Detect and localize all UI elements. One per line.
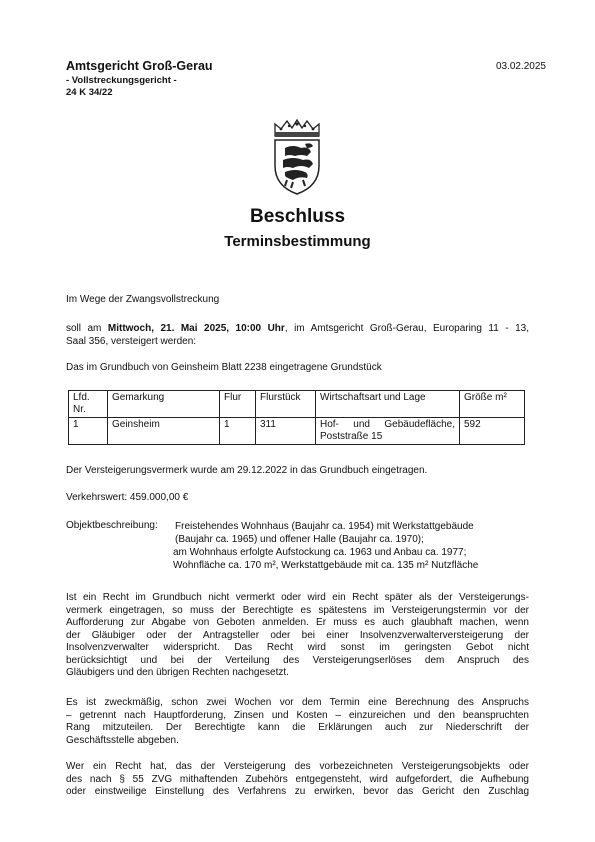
document-date: 03.02.2025 bbox=[495, 61, 546, 72]
cell-flurstueck: 311 bbox=[256, 418, 316, 445]
hessen-coat-of-arms-icon bbox=[267, 118, 327, 196]
cell-gemarkung: Geinsheim bbox=[108, 418, 220, 445]
verkehrswert-text: Verkehrswert: 459.000,00 € bbox=[66, 492, 189, 503]
objekt-line: am Wohnhaus erfolgte Aufstockung ca. 1963 und Anbau ca. 1977; bbox=[173, 547, 467, 558]
cell-groesse: 592 bbox=[460, 418, 525, 445]
table-header-row bbox=[69, 391, 525, 418]
header-groesse: Größe m² bbox=[460, 391, 525, 418]
objekt-line: (Baujahr ca. 1965) und offener Halle (Baujahr ca. 1970); bbox=[175, 534, 424, 545]
objekt-line: Wohnfläche ca. 170 m², Werkstattgebäude mit ca. 135 m² Nutzfläche bbox=[173, 560, 479, 571]
auction-room: Saal 356, versteigert werden: bbox=[66, 335, 197, 347]
auction-prefix: soll am bbox=[66, 323, 108, 334]
cell-lfd: 1 bbox=[69, 418, 108, 445]
court-department: - Vollstreckungsgericht - bbox=[66, 75, 177, 86]
header-lfd: Lfd. Nr. bbox=[69, 391, 108, 418]
auction-date-paragraph bbox=[66, 323, 529, 348]
paragraph-claim-calculation: Es ist zweckmäßig, schon zwei Wochen vor dem Termin eine Berechnung des Anspruchs – getrennt nach Hauptforderung, Zinsen und Kosten – einzureichen und den beanspruchten Rang mitzuteilen. Der Berechtigte kann die Erklärungen auch zur Niederschrift der Geschäftsstelle abgeben. bbox=[66, 697, 529, 746]
cell-flur: 1 bbox=[220, 418, 256, 445]
court-name: Amtsgericht Groß-Gerau bbox=[66, 59, 213, 73]
objekt-description bbox=[175, 520, 478, 572]
vermerk-text: Der Versteigerungsvermerk wurde am 29.12.2022 in das Grundbuch eingetragen. bbox=[66, 465, 428, 476]
cell-wirtschaftsart: Hof- und Gebäudefläche, Poststraße 15 bbox=[316, 418, 460, 445]
intro-text: Im Wege der Zwangsvollstreckung bbox=[66, 294, 220, 305]
property-intro: Das im Grundbuch von Geinsheim Blatt 2238 eingetragene Grundstück bbox=[66, 362, 382, 373]
paragraph-rights-registration: Ist ein Recht im Grundbuch nicht vermerkt oder wird ein Recht später als der Versteigerungs- vermerk eingetragen, so muss der Berechtigte es spätestens im Versteigerungstermin vor der Aufforderung zur Abgabe von Geboten anmelden. Er muss es auch glaubhaft machen, wenn der Gläubiger oder der Antragsteller oder bei einer Insolvenzverwalterversteigerung der Insolvenzverwalter widerspricht. Das Recht wird sonst im geringsten Gebot nicht berücksichtigt und bei der Verteilung des Versteigerungserlöses dem Anspruch des Gläubigers und den übrigen Rechten nachgesetzt. bbox=[66, 592, 529, 678]
table-row bbox=[69, 418, 525, 445]
document-title: Beschluss bbox=[249, 206, 346, 227]
header-flurstueck: Flurstück bbox=[256, 391, 316, 418]
paragraph-opposing-rights: Wer ein Recht hat, das der Versteigerung des vorbezeichneten Versteigerungsobjekts oder des nach § 55 ZVG mithaftenden Zubehörs entgegensteht, wird aufgefordert, die Aufhebung oder einstweilige Einstellung des Verfahrens zu erwirken, bevor das Gericht den Zuschlag bbox=[66, 761, 529, 797]
header-gemarkung: Gemarkung bbox=[108, 391, 220, 418]
auction-location: , im Amtsgericht Groß-Gerau, Europaring 11 - 13, bbox=[284, 323, 529, 334]
auction-date: Mittwoch, 21. Mai 2025, 10:00 Uhr bbox=[107, 323, 285, 334]
header-flur: Flur bbox=[220, 391, 256, 418]
property-table bbox=[68, 390, 525, 445]
objekt-line: Freistehendes Wohnhaus (Baujahr ca. 1954) mit Werkstattgebäude bbox=[175, 521, 474, 532]
objekt-label: Objektbeschreibung: bbox=[66, 520, 158, 531]
file-number: 24 K 34/22 bbox=[66, 87, 113, 98]
document-subtitle: Terminsbestimmung bbox=[224, 233, 371, 250]
header-wirtschaftsart: Wirtschaftsart und Lage bbox=[316, 391, 460, 418]
